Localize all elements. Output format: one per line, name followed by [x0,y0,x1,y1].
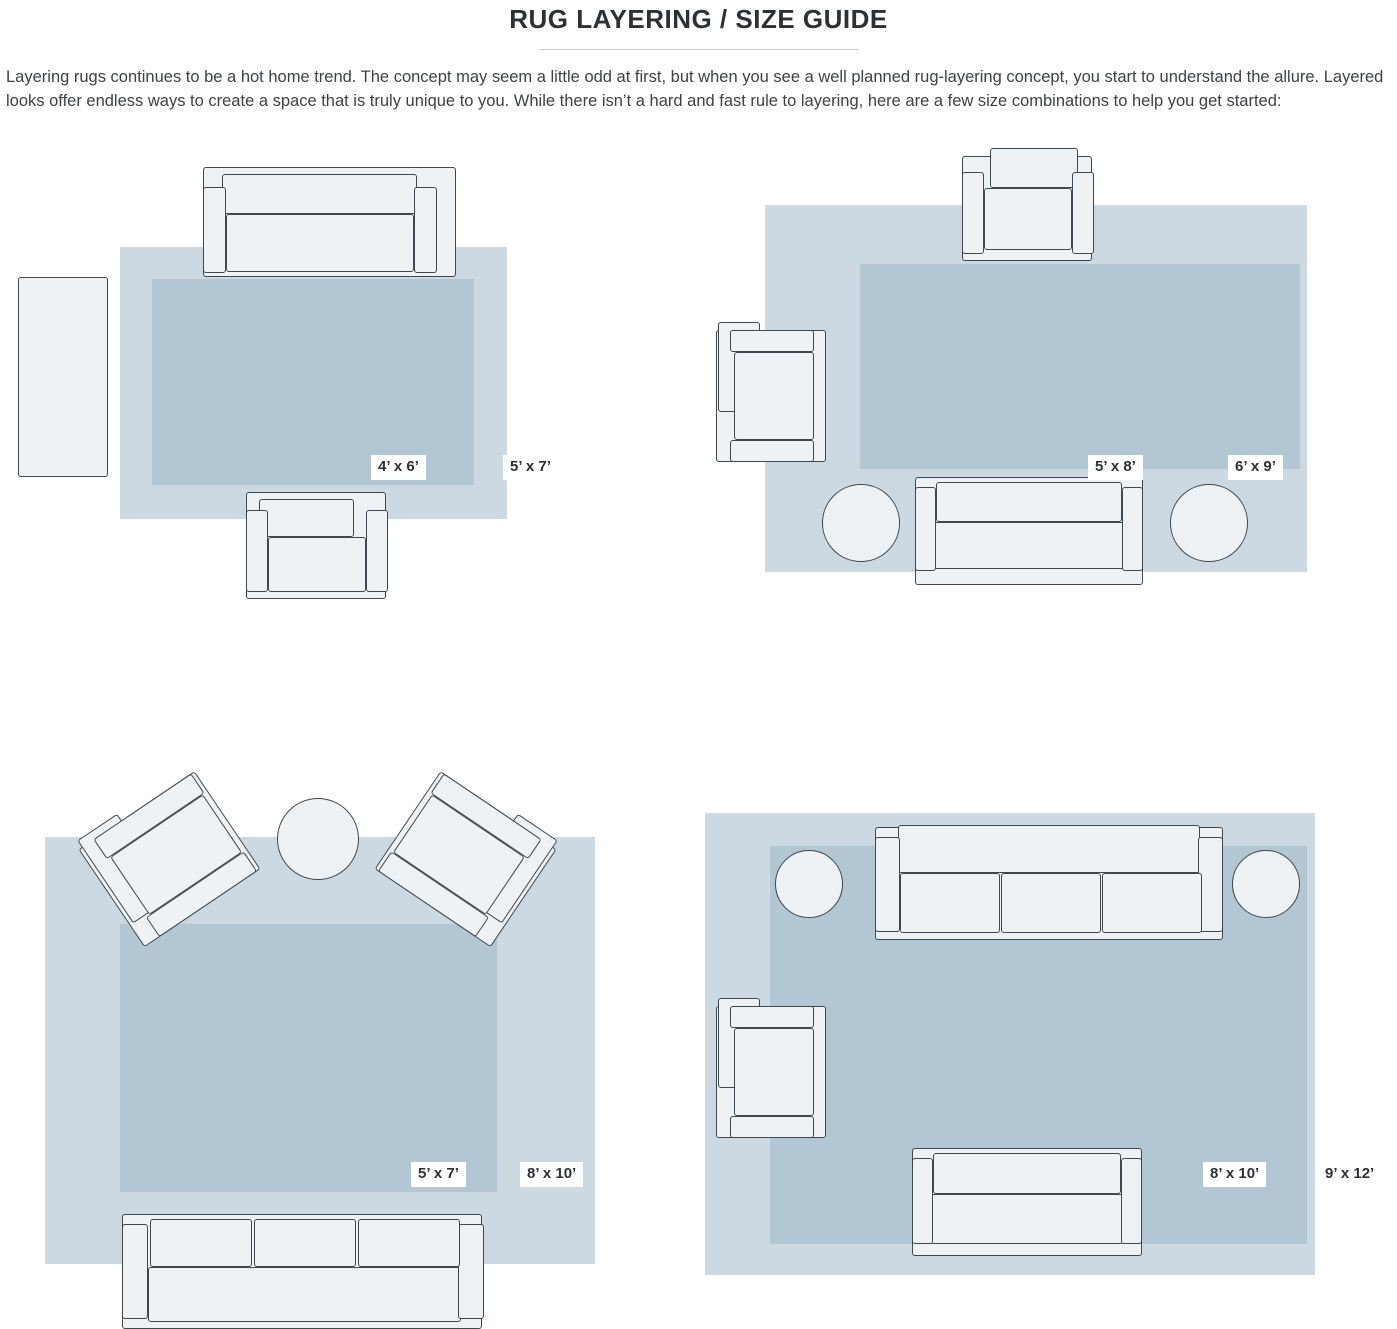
side-table-right-round [1232,850,1300,918]
side-table-right-round [1170,484,1248,562]
outer-rug-label-5x7: 5’ x 7’ [503,455,558,480]
side-table-left-round [775,850,843,918]
inner-rug-label-4x6: 4’ x 6’ [371,455,426,480]
inner-rug-label-5x8: 5’ x 8’ [1088,455,1143,480]
diagram-canvas [0,142,1397,1183]
title-divider [539,49,859,50]
intro-paragraph: Layering rugs continues to be a hot home trend. The concept may seem a little odd at first, but when you see a well planned rug-layering concept, you start to understand the allure. Layered looks offer endless ways to create a space that is truly unique to you. While there isn’t a hard and fast rule to layering, here are a few size combinations to help you get started: [6,68,1384,110]
inner-rug-5x8 [860,264,1300,469]
round-coffee-table [277,798,359,880]
diagram-layout-4x6-on-5x7 [0,142,620,622]
inner-rug-label-8x10: 8’ x 10’ [1203,1162,1266,1187]
side-table-left-round [822,484,900,562]
inner-rug-label-5x7: 5’ x 7’ [411,1162,466,1187]
outer-rug-label-9x12: 9’ x 12’ [1318,1162,1381,1187]
diagram-layout-5x8-on-6x9 [700,142,1397,642]
outer-rug-label-6x9: 6’ x 9’ [1228,455,1283,480]
diagram-layout-8x10-on-9x12 [700,632,1397,1183]
console-table-left [18,277,108,477]
diagram-layout-5x7-on-8x10 [0,632,660,1183]
page-title: RUG LAYERING / SIZE GUIDE [509,4,888,34]
inner-rug-5x7 [120,924,497,1192]
outer-rug-label-8x10: 8’ x 10’ [520,1162,583,1187]
